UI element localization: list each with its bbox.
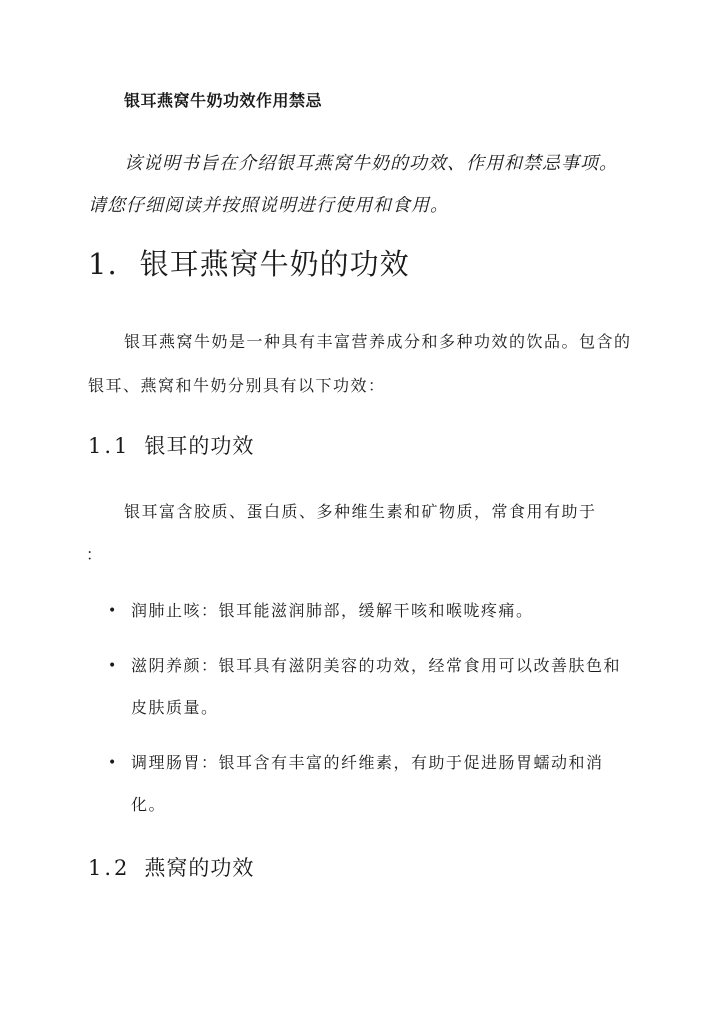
bullet-icon: •	[108, 658, 118, 674]
section-1-1-heading	[88, 430, 254, 460]
intro-paragraph: 该说明书旨在介绍银耳燕窝牛奶的功效、作用和禁忌事项。请您仔细阅读并按照说明进行使用和食用。	[88, 153, 618, 216]
list-item-text: 润肺止咳：银耳能滋润肺部，缓解干咳和喉咙疼痛。	[131, 601, 534, 620]
bullet-icon: •	[108, 603, 118, 619]
list-item	[108, 645, 628, 729]
section-1-1-title: 银耳的功效	[144, 434, 255, 458]
list-item	[108, 742, 628, 826]
benefits-list	[108, 590, 628, 839]
section-1-1-number: 1.1	[88, 434, 131, 458]
document-title: 银耳燕窝牛奶功效作用禁忌	[124, 91, 323, 110]
section-1-title: 银耳燕窝牛奶的功效	[139, 247, 410, 281]
section-1-paragraph: 银耳燕窝牛奶是一种具有丰富营养成分和多种功效的饮品。包含的银耳、燕窝和牛奶分别具有以下功效：	[88, 332, 632, 395]
list-item	[108, 590, 628, 632]
section-1-number: 1.	[88, 247, 118, 281]
section-1-2-number: 1.2	[88, 856, 131, 880]
list-item-text: 调理肠胃：银耳含有丰富的纤维素，有助于促进肠胃蠕动和消化。	[131, 753, 604, 814]
section-1-2-heading	[88, 852, 254, 882]
bullet-icon: •	[108, 755, 118, 771]
section-1-2-title: 燕窝的功效	[144, 856, 255, 880]
section-1-1-paragraph: 银耳富含胶质、蛋白质、多种维生素和矿物质，常食用有助于	[124, 502, 597, 521]
section-1-heading	[88, 242, 410, 283]
section-1-1-paragraph-tail: ：	[86, 545, 103, 564]
list-item-text: 滋阴养颜：银耳具有滋阴美容的功效，经常食用可以改善肤色和皮肤质量。	[131, 656, 622, 717]
